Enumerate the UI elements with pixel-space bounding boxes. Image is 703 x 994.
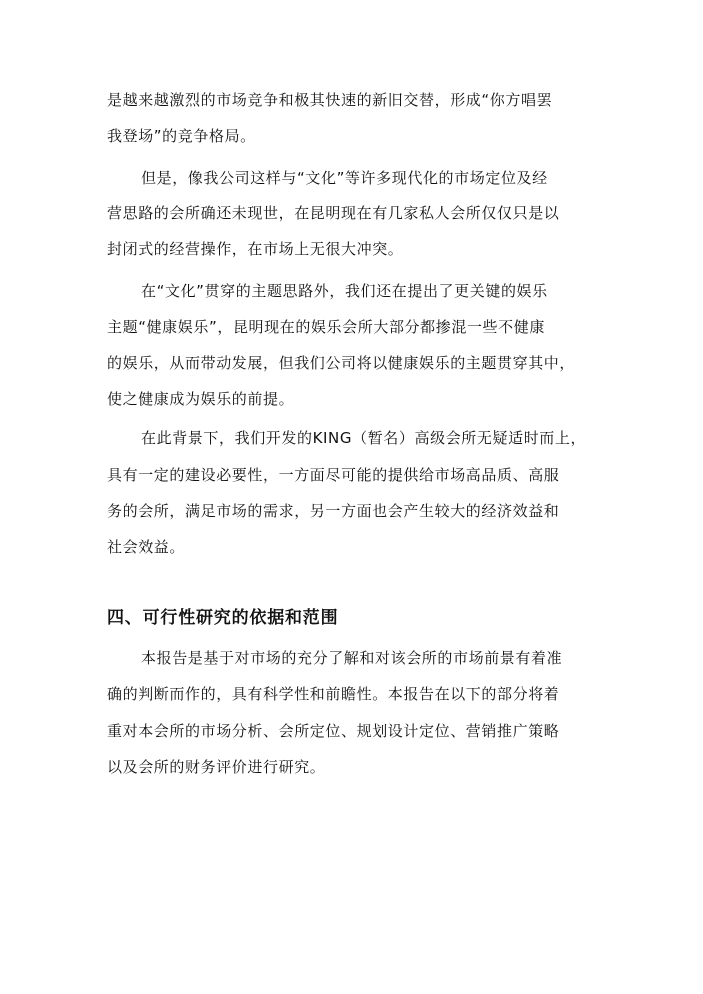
section-4-line-2: 确的判断而作的，具有科学性和前瞻性。本报告在以下的部分将着 xyxy=(107,685,560,703)
paragraph-4-line-2: 具有一定的建设必要性，一方面尽可能的提供给市场高品质、高服 xyxy=(107,466,560,484)
section-heading: 四、可行性研究的依据和范围 xyxy=(107,608,339,628)
paragraph-3-line-2: 主题“健康娱乐”，昆明现在的娱乐会所大部分都掺混一些不健康 xyxy=(107,318,545,336)
paragraph-3-line-4: 使之健康成为娱乐的前提。 xyxy=(107,390,295,408)
section-4-line-3: 重对本会所的市场分析、会所定位、规划设计定位、营销推广策略 xyxy=(107,722,560,740)
paragraph-2-line-2: 营思路的会所确还未现世，在昆明现在有几家私人会所仅仅只是以 xyxy=(107,204,560,222)
paragraph-1-line-1: 是越来越激烈的市场竞争和极其快速的新旧交替，形成“你方唱罢 xyxy=(107,91,553,109)
section-4-line-1: 本报告是基于对市场的充分了解和对该会所的市场前景有着准 xyxy=(141,649,563,667)
section-4-line-4: 以及会所的财务评价进行研究。 xyxy=(107,758,326,776)
paragraph-4-line-4: 社会效益。 xyxy=(107,538,186,556)
paragraph-4-line-1: 在此背景下，我们开发的KING（暂名）高级会所无疑适时而上， xyxy=(141,429,587,447)
paragraph-4-line-3: 务的会所，满足市场的需求，另一方面也会产生较大的经济效益和 xyxy=(107,502,560,520)
paragraph-3-line-3: 的娱乐，从而带动发展，但我们公司将以健康娱乐的主题贯穿其中， xyxy=(107,354,576,372)
paragraph-2-line-1: 但是，像我公司这样与“文化”等许多现代化的市场定位及经 xyxy=(141,169,548,187)
paragraph-2-line-3: 封闭式的经营操作，在市场上无很大冲突。 xyxy=(107,240,404,258)
paragraph-1-line-2: 我登场”的竞争格局。 xyxy=(107,127,256,145)
paragraph-3-line-1: 在“文化”贯穿的主题思路外，我们还在提出了更关键的娱乐 xyxy=(141,282,548,300)
